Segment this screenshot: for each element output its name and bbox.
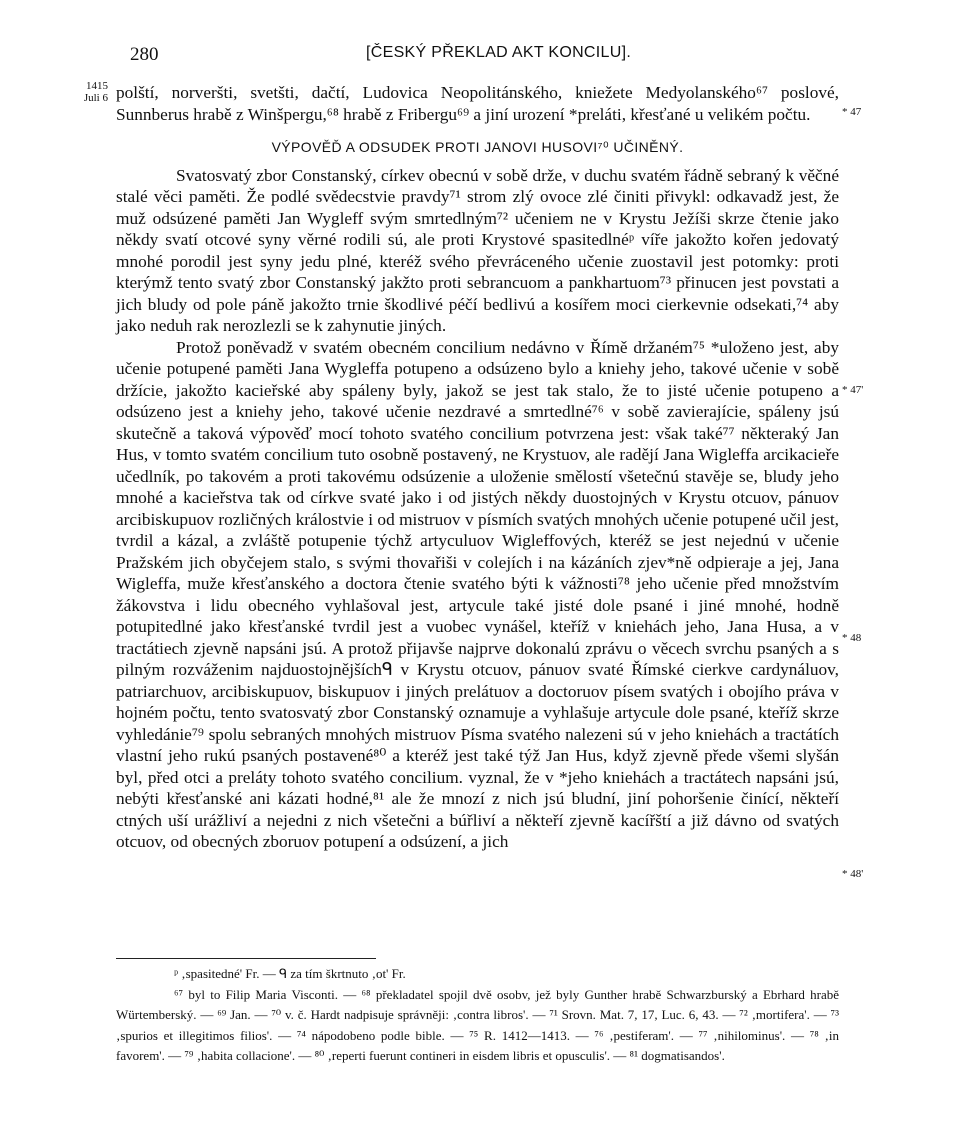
margin-note-48: * 48 [842,632,862,644]
page-header [130,44,830,68]
paragraph-1: Svatosvatý zbor Constanský, církev obecnú v sobě drže, v duchu svatém řádně sebraný k věčné stalé věci paměti. Že podlé svědecstvie pravdy⁷¹ strom zlý ovoce zlé činiti přivykl: odkavadž jest, že muž odsúzené paměti Jan Wygleff svým smrtedlným⁷² učeniem ne v Krystu Ježíši skrze čtenie jako někdy svatí otcové syny věrné rodili sú, ale proti Krystové spasitedlnéᵖ víře jakožto kořen jedovatý mnohé porodil jest syny jedu plné, kteréž svého převráceného učenie zuostavil jest potomky: proti kterýmž tento svatý zbor Constanský jakžto proti sebrancuom a pankhartuom⁷³ přinucen jest povstati a jich bludy od pole páně jakožto trnie škodlivé péčí bedlivú a kosířem moci cierkevnie odsekati,⁷⁴ aby jako neduh rak nerozlezli se k zahynutie jiných. [116,165,839,335]
footnotes [116,964,839,1067]
footnote-block-1: ᵖ ‚spasitedné' Fr. — ᑫ za tím škrtnuto ‚ot' Fr. [174,966,406,981]
margin-note-47-prime: * 47' [842,384,864,396]
margin-note-47: * 47 [842,106,862,118]
margin-date-year: 1415 [86,80,108,92]
margin-date-day: Juli 6 [83,92,108,104]
margin-note-48-prime: * 48' [842,868,864,880]
section-heading: VÝPOVĚĎ A ODSUDEK PROTI JANOVI HUSOVI⁷⁰ UČINĚNÝ. [271,139,684,155]
running-title: [ČESKÝ PŘEKLAD AKT KONCILU]. [366,44,632,61]
paragraph-2: Protož poněvadž v svatém obecném concilium nedávno v Římě držaném⁷⁵ *uloženo jest, aby učenie potupené paměti Jana Wygleffa potupeno a odsúzeno bylo a kniehy jeho, takové učenie v sobě držície, jakožto kacieřské aby spáleny byly, jakož se jest tak stalo, že to jisté učenie potupeno a odsúzeno jest a kniehy jeho, takové učenie nezdravé a smrtedlné⁷⁶ v sobě zavierajície, spáleny jsú skutečně a taková výpověď mocí tohoto svatého concilium potvrzena jest: však také⁷⁷ některaký Jan Hus, v tomto svatém concilium tuto osobně postavený, ne Krystuov, ale radějí Jana Wigleffa arcikacieře učedlník, po takovém a proti takovému odsúzenie a uloženie smělostí všetečnú stavěje se, bludy jeho mnohé a kacieřstva tak od církve svaté jako i od jistých někdy duostojných v Krystu otcuov, pánuov arcibiskupuov rozličných králostvie i od mistruov v písmích svatých mnohých učenie potupené učil jest, tvrdil a kázal, a zvláště potupenie týchž artyculuov Wigleffových, kteréž se jest nejednú v učenie Pražském jich obyčejem stalo, s svými thovařiši v colejích i na kázáních zjev*ně odpieraje a jej, Jana Wigleffa, muže křesťanského a doctora čtenie svatého býti k vážnosti⁷⁸ jeho učenie před množstvím žákovstva i lidu obecného vyhlašoval jest, artycule také jisté dole psané i jiné mnohé, hodně potupitedlné jako křesťanské tvrdil jest a vuobec vynášel, kteříž v kniehách jeho, Jana Husa, a v tractátiech zjevně napsáni jsú. A protož přijavše najprve dokonalú zprávu o věcech svrchu psaných a s pilným rozváženim najduostojnějšíchᑫ v Krystu otcuov, pánuov svaté Římské cierkve cardynáluov, patriarchuov, arcibiskupuov, biskupuov i jiných prelátuov a doctoruov písem svatých i obojího práva v hojném počtu, tento svatosvatý zbor Constanský oznamuje a vyhlašuje artycule dole psané, kteříž skrze vyhledánie⁷⁹ spolu sebraných mnohých mistruov Písma svatého nalezeni sú v jeho kniehách a tractátích vlastní jeho rukú psaných postavené⁸⁰ a kteréž jest také týž Jan Hus, když zjevně přede všemi slyšán byl, před otci a preláty tohoto svatého concilium. vyznal, že v *jeho kniehách a tractátech napsáni jsú, nebýti křesťanské ani kázati hodné,⁸¹ ale že mnozí z nich jsú bludní, jiní pohoršenie činící, někteří ctných uší urážliví a nejedni z nich všetečni a búřliví a někteří zjevně kacířští a již dávno od svatých otcuov, od obecných zboruov potupení a odsúzení, a jich [116,337,839,851]
intro-paragraph: polští, norveršti, svetšti, dačtí, Ludovica Neopolitánského, kniežete Medyolanského⁶⁷ poslové, Sunnberus hrabě z Winšpergu,⁶⁸ hrabě z Fribergu⁶⁹ a jiní urození *preláti, křesťané u velikém počtu. [116,83,839,124]
footnote-rule [116,958,376,959]
body-text [116,82,839,853]
page-number: 280 [130,44,159,65]
margin-date [60,80,108,104]
footnote-block-2: ⁶⁷ byl to Filip Maria Visconti. — ⁶⁸ překladatel spojil dvě osobv, jež byly Gunther hrabě Schwarzburský a Ebrhard hrabě Würtemberský. — ⁶⁹ Jan. — ⁷⁰ v. č. Hardt nadpisuje správněji: ‚contra libros'. — ⁷¹ Srovn. Mat. 7, 17, Luc. 6, 43. — ⁷² ‚mortifera'. — ⁷³ ‚spurios et illegitimos filios'. — ⁷⁴ nápodobeno podle bible. — ⁷⁵ R. 1412—1413. — ⁷⁶ ‚pestiferam'. — ⁷⁷ ‚nihilominus'. — ⁷⁸ ‚in favorem'. — ⁷⁹ ‚habita collacione'. — ⁸⁰ ‚reperti fuerunt contineri in eisdem libris et opusculis'. — ⁸¹ dogmatisandos'. [116,986,839,1063]
